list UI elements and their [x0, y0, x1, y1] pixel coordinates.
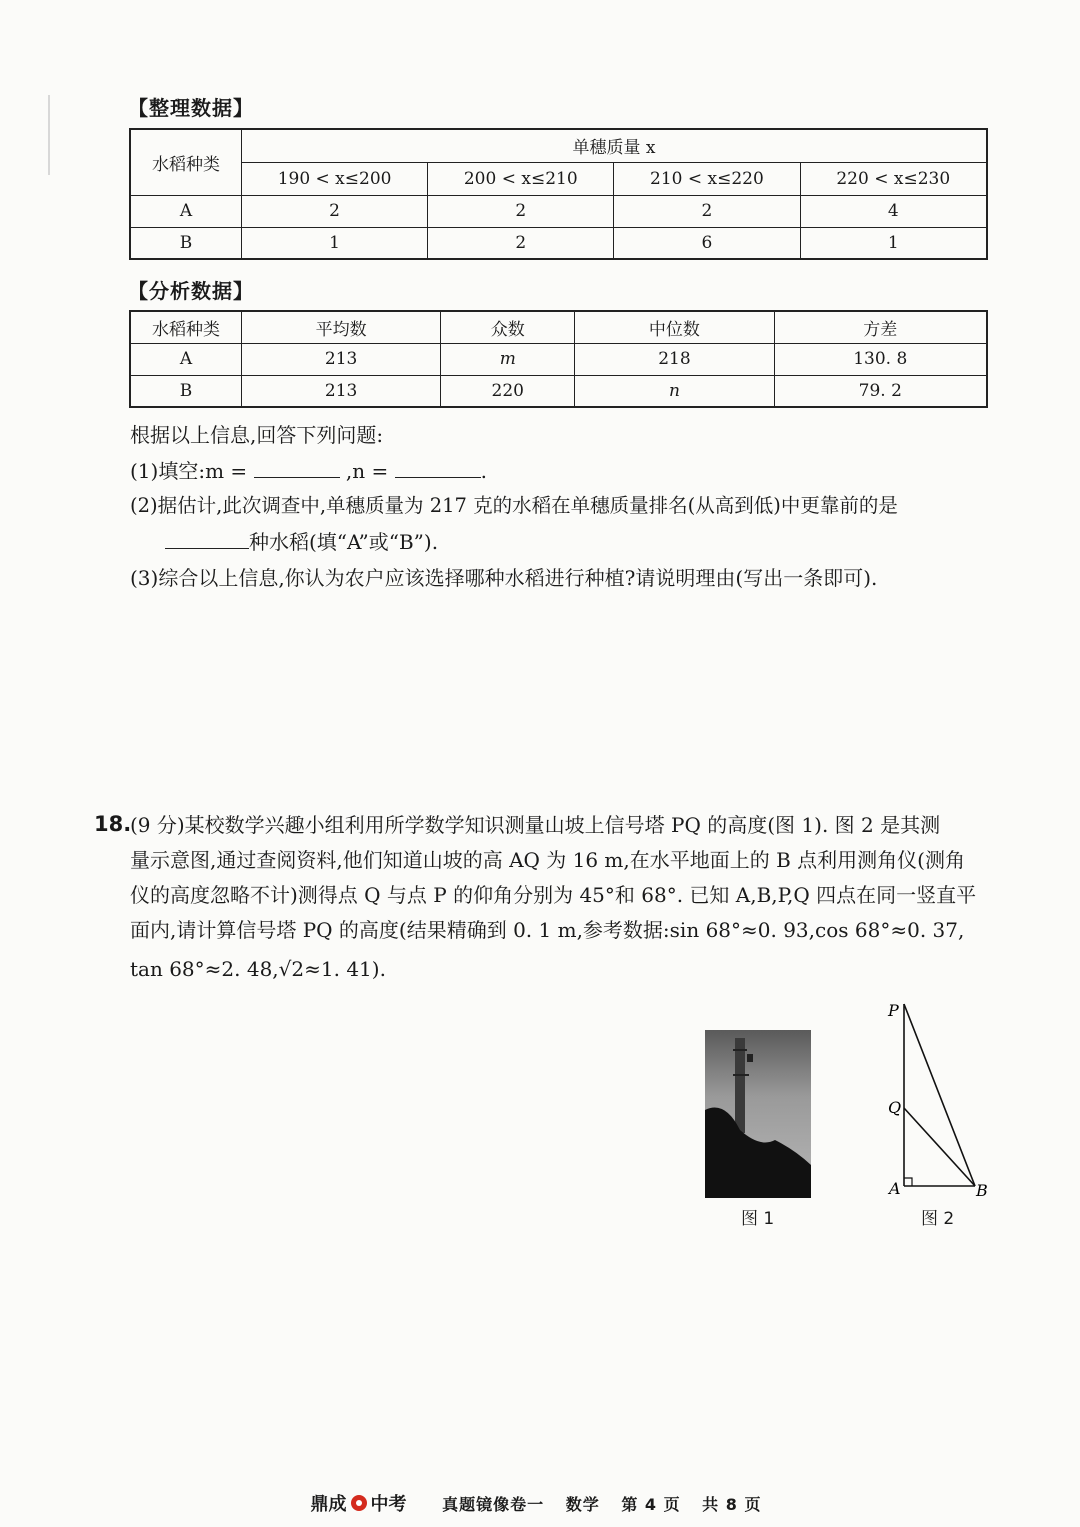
- sightline-to-q: [904, 1108, 975, 1186]
- table-cell: 79. 2: [774, 375, 987, 407]
- table-cell: 213: [242, 343, 441, 375]
- table-cell: A: [130, 343, 242, 375]
- q17-part1-prefix: (1)填空:m =: [130, 459, 248, 483]
- paper-name: 真题镜像卷一: [442, 1495, 545, 1514]
- figure2-caption: 图 2: [921, 1209, 955, 1229]
- margin-line: [48, 95, 50, 175]
- brand-left: 鼎成: [310, 1494, 347, 1515]
- table-header: 众数: [441, 311, 575, 343]
- right-angle-mark: [904, 1178, 912, 1186]
- page-footer: [0, 1490, 1080, 1516]
- label-q: Q: [888, 1098, 902, 1117]
- frequency-table: [129, 128, 988, 260]
- q17-intro: 根据以上信息,回答下列问题:: [130, 423, 384, 447]
- page-total: 共 8 页: [702, 1495, 762, 1514]
- q17-part1-mid: ,n =: [345, 459, 389, 483]
- table-row: [130, 195, 987, 227]
- table-row: [130, 227, 987, 259]
- table-row: [130, 343, 987, 375]
- q17-part2-line2: [165, 526, 438, 555]
- table-cell: 1: [242, 227, 428, 259]
- table-header: 水稻种类: [130, 311, 242, 343]
- range-header: 220 < x≤230: [800, 162, 987, 195]
- label-p: P: [888, 1001, 899, 1020]
- range-header: 210 < x≤220: [614, 162, 800, 195]
- table-cell: 2: [242, 195, 428, 227]
- table-cell: B: [130, 375, 242, 407]
- label-b: B: [976, 1181, 988, 1200]
- table-cell: 4: [800, 195, 987, 227]
- table-cell: m: [441, 343, 575, 375]
- table-header-variety: 水稻种类: [130, 129, 242, 195]
- table-row: [130, 375, 987, 407]
- table-cell: 213: [242, 375, 441, 407]
- geometry-diagram: [880, 996, 1000, 1206]
- q18-line: (9 分)某校数学兴趣小组利用所学数学知识测量山坡上信号塔 PQ 的高度(图 1). 图 2 是其测: [130, 813, 941, 837]
- section-title-organize: 【整理数据】: [128, 96, 254, 120]
- target-icon: [351, 1495, 367, 1511]
- q17-part3: (3)综合以上信息,你认为农户应该选择哪种水稻进行种植?请说明理由(写出一条即可).: [130, 566, 878, 590]
- answer-blank-m[interactable]: [254, 459, 340, 478]
- q18-line: 面内,请计算信号塔 PQ 的高度(结果精确到 0. 1 m,参考数据:sin 68°≈0. 93,cos 68°≈0. 37,: [130, 918, 965, 942]
- table-cell: 6: [614, 227, 800, 259]
- table-cell: 2: [428, 195, 614, 227]
- section-title-analyze: 【分析数据】: [128, 279, 254, 303]
- question-number: 18.: [94, 812, 132, 836]
- statistics-table: [129, 310, 988, 408]
- q18-line: tan 68°≈2. 48,√2≈1. 41).: [130, 957, 386, 981]
- table-cell: 2: [614, 195, 800, 227]
- range-header: 190 < x≤200: [242, 162, 428, 195]
- q17-part1: [130, 455, 487, 484]
- sightline-to-p: [904, 1004, 975, 1186]
- q17-part1-end: .: [480, 459, 487, 483]
- q18-text: [130, 808, 990, 987]
- table-cell: 220: [441, 375, 575, 407]
- row-label: A: [130, 195, 242, 227]
- table-header-mass: 单穗质量 x: [242, 129, 988, 162]
- answer-blank-variety[interactable]: [165, 530, 249, 549]
- q18-line: 仪的高度忽略不计)测得点 Q 与点 P 的仰角分别为 45°和 68°. 已知 A,B,P,Q 四点在同一竖直平: [130, 883, 977, 907]
- label-a: A: [889, 1179, 901, 1198]
- brand-right: 中考: [370, 1494, 407, 1515]
- table-cell: 1: [800, 227, 987, 259]
- page-number: 第 4 页: [621, 1495, 681, 1514]
- table-cell: 2: [428, 227, 614, 259]
- table-header: 方差: [774, 311, 987, 343]
- q17-part2-text: 种水稻(填“A”或“B”).: [249, 530, 439, 554]
- table-cell: 130. 8: [774, 343, 987, 375]
- q18-line: 量示意图,通过查阅资料,他们知道山坡的高 AQ 为 16 m,在水平地面上的 B 点利用测角仪(测角: [130, 848, 965, 872]
- row-label: B: [130, 227, 242, 259]
- table-header: 中位数: [575, 311, 774, 343]
- answer-blank-n[interactable]: [395, 459, 481, 478]
- figure1-caption: 图 1: [741, 1209, 775, 1229]
- subject-name: 数学: [565, 1495, 600, 1514]
- q17-part2-line1: (2)据估计,此次调查中,单穗质量为 217 克的水稻在单穗质量排名(从高到低)中更靠前的是: [130, 494, 898, 517]
- table-header: 平均数: [242, 311, 441, 343]
- brand-logo: [311, 1490, 407, 1516]
- table-cell: 218: [575, 343, 774, 375]
- range-header: 200 < x≤210: [428, 162, 614, 195]
- table-cell: n: [575, 375, 774, 407]
- signal-tower-photo: [705, 1030, 811, 1198]
